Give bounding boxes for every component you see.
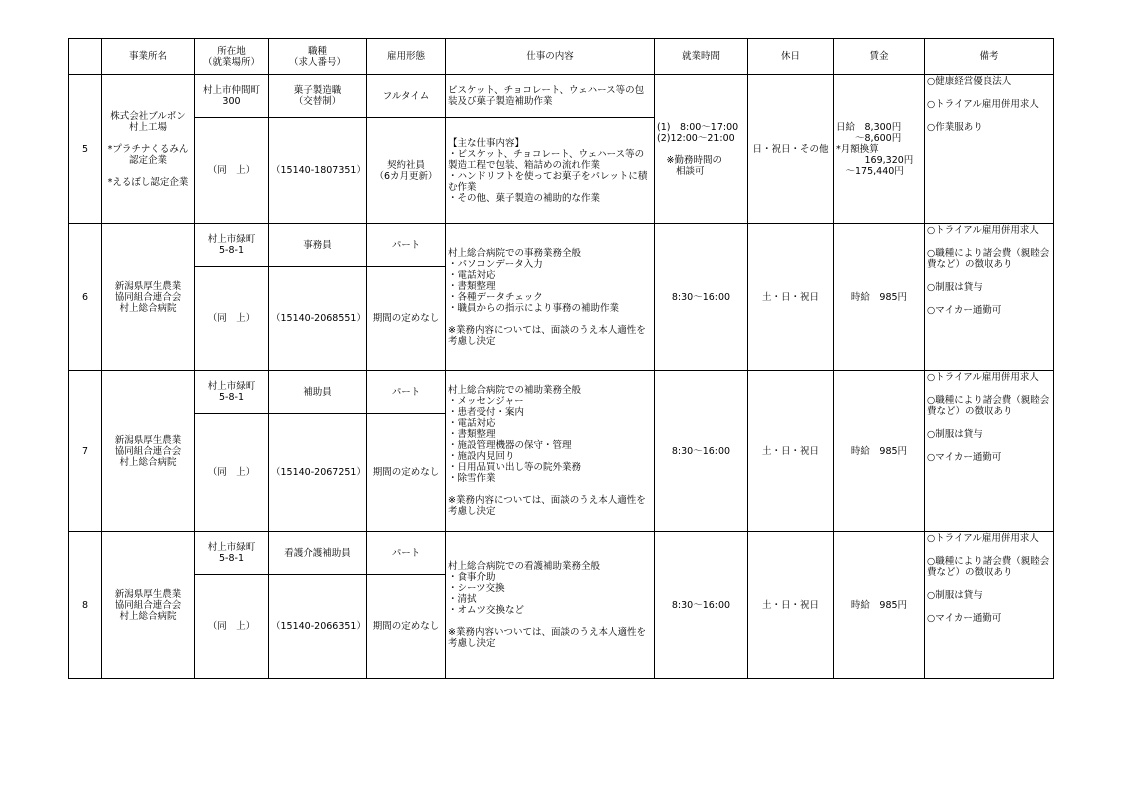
header-company: 事業所名 [102, 39, 195, 75]
header-job: 職種 （求人番号） [269, 39, 367, 75]
table-row [69, 224, 1054, 267]
note-item: ○マイカー通勤可 [927, 305, 1002, 316]
job-listings-table [68, 38, 1054, 679]
working-hours: (1) 8:00～17:00 (2)12:00～21:00 ※勤務時間の 相談可 [655, 75, 748, 224]
header-wage: 賃金 [834, 39, 925, 75]
job-title: 補助員 [269, 371, 367, 414]
header-notes: 備考 [925, 39, 1054, 75]
notes [925, 532, 1054, 679]
header-employment: 雇用形態 [367, 39, 446, 75]
wage: 時給 985円 [834, 224, 925, 371]
holidays: 土・日・祝日 [748, 224, 834, 371]
job-title: 看護介護補助員 [269, 532, 367, 575]
working-hours: 8:30～16:00 [655, 532, 748, 679]
employment-type: 期間の定めなし [367, 414, 446, 532]
table-row [69, 75, 1054, 118]
note-item: ○マイカー通勤可 [927, 452, 1002, 463]
header-location: 所在地 （就業場所） [195, 39, 269, 75]
row-number: 6 [69, 224, 102, 371]
note-item: ○トライアル雇用併用求人 [927, 225, 1039, 236]
job-description: 村上総合病院での補助業務全般 ・メッセンジャー ・患者受付・案内 ・電話対応 ・書類整理 ・施設管理機器の保守・管理 ・施設内見回り ・日用品買い出し等の院外業務 ・除雪作業 ※業務内容については、面談のうえ本人適性を考慮し決定 [446, 371, 655, 532]
notes [925, 371, 1054, 532]
row-number: 8 [69, 532, 102, 679]
header-description: 仕事の内容 [446, 39, 655, 75]
note-item: ○職種により諸会費（親睦会費など）の徴収あり [927, 395, 1050, 417]
table-row [69, 371, 1054, 414]
job-description: 村上総合病院での事務業務全般 ・パソコンデータ入力 ・電話対応 ・書類整理 ・各種データチェック ・職員からの指示により事務の補助作業 ※業務内容については、面談のうえ本人適性を考慮し決定 [446, 224, 655, 371]
company-name: 株式会社ブルボン 村上工場 *プラチナくるみん 認定企業 *えるぼし認定企業 [102, 75, 195, 224]
employment-type: 期間の定めなし [367, 575, 446, 679]
job-title: 事務員 [269, 224, 367, 267]
note-item: ○マイカー通勤可 [927, 613, 1002, 624]
note-item: ○トライアル雇用併用求人 [927, 372, 1039, 383]
note-item: ○トライアル雇用併用求人 [927, 99, 1039, 110]
header-no [69, 39, 102, 75]
header-row [69, 39, 1054, 75]
job-number: （15140-2067251） [269, 414, 367, 532]
row-number: 5 [69, 75, 102, 224]
row-number: 7 [69, 371, 102, 532]
header-holidays: 休日 [748, 39, 834, 75]
working-hours: 8:30～16:00 [655, 224, 748, 371]
holidays: 土・日・祝日 [748, 532, 834, 679]
location-same: （同 上） [195, 414, 269, 532]
job-description: 【主な仕事内容】 ・ビスケット、チョコレート、ウェハース等の製造工程で包装、箱詰めの流れ作業 ・ハンドリフトを使ってお菓子をパレットに積む作業 ・その他、菓子製造の補助的な作業 [446, 118, 655, 224]
job-title: 菓子製造職 （交替制） [269, 75, 367, 118]
employment-type: 期間の定めなし [367, 267, 446, 371]
note-item: ○作業服あり [927, 122, 983, 133]
table-row [69, 532, 1054, 575]
note-item: ○制服は貸与 [927, 429, 983, 440]
note-item: ○制服は貸与 [927, 282, 983, 293]
notes [925, 224, 1054, 371]
header-hours: 就業時間 [655, 39, 748, 75]
location: 村上市緑町 5-8-1 [195, 224, 269, 267]
company-name: 新潟県厚生農業 協同組合連合会 村上総合病院 [102, 532, 195, 679]
holidays: 日・祝日・その他 [748, 75, 834, 224]
company-name: 新潟県厚生農業 協同組合連合会 村上総合病院 [102, 371, 195, 532]
job-description: ビスケット、チョコレート、ウェハース等の包装及び菓子製造補助作業 [446, 75, 655, 118]
notes [925, 75, 1054, 224]
wage: 日給 8,300円 ～8,600円 *月額換算 169,320円 ～175,440円 [834, 75, 925, 224]
location-same: （同 上） [195, 118, 269, 224]
wage: 時給 985円 [834, 532, 925, 679]
job-number: （15140-1807351） [269, 118, 367, 224]
location: 村上市緑町 5-8-1 [195, 371, 269, 414]
note-item: ○職種により諸会費（親睦会費など）の徴収あり [927, 248, 1050, 270]
location: 村上市緑町 5-8-1 [195, 532, 269, 575]
employment-type: パート [367, 224, 446, 267]
note-item: ○健康経営優良法人 [927, 76, 1012, 87]
note-item: ○職種により諸会費（親睦会費など）の徴収あり [927, 556, 1050, 578]
note-item: ○トライアル雇用併用求人 [927, 533, 1039, 544]
location: 村上市仲間町 300 [195, 75, 269, 118]
note-item: ○制服は貸与 [927, 590, 983, 601]
job-number: （15140-2066351） [269, 575, 367, 679]
employment-type: フルタイム [367, 75, 446, 118]
job-number: （15140-2068551） [269, 267, 367, 371]
employment-type: パート [367, 371, 446, 414]
working-hours: 8:30～16:00 [655, 371, 748, 532]
employment-type: 契約社員 （6カ月更新） [367, 118, 446, 224]
company-name: 新潟県厚生農業 協同組合連合会 村上総合病院 [102, 224, 195, 371]
job-description: 村上総合病院での看護補助業務全般 ・食事介助 ・シーツ交換 ・清拭 ・オムツ交換など ※業務内容いついては、面談のうえ本人適性を考慮し決定 [446, 532, 655, 679]
location-same: （同 上） [195, 575, 269, 679]
employment-type: パート [367, 532, 446, 575]
wage: 時給 985円 [834, 371, 925, 532]
holidays: 土・日・祝日 [748, 371, 834, 532]
location-same: （同 上） [195, 267, 269, 371]
